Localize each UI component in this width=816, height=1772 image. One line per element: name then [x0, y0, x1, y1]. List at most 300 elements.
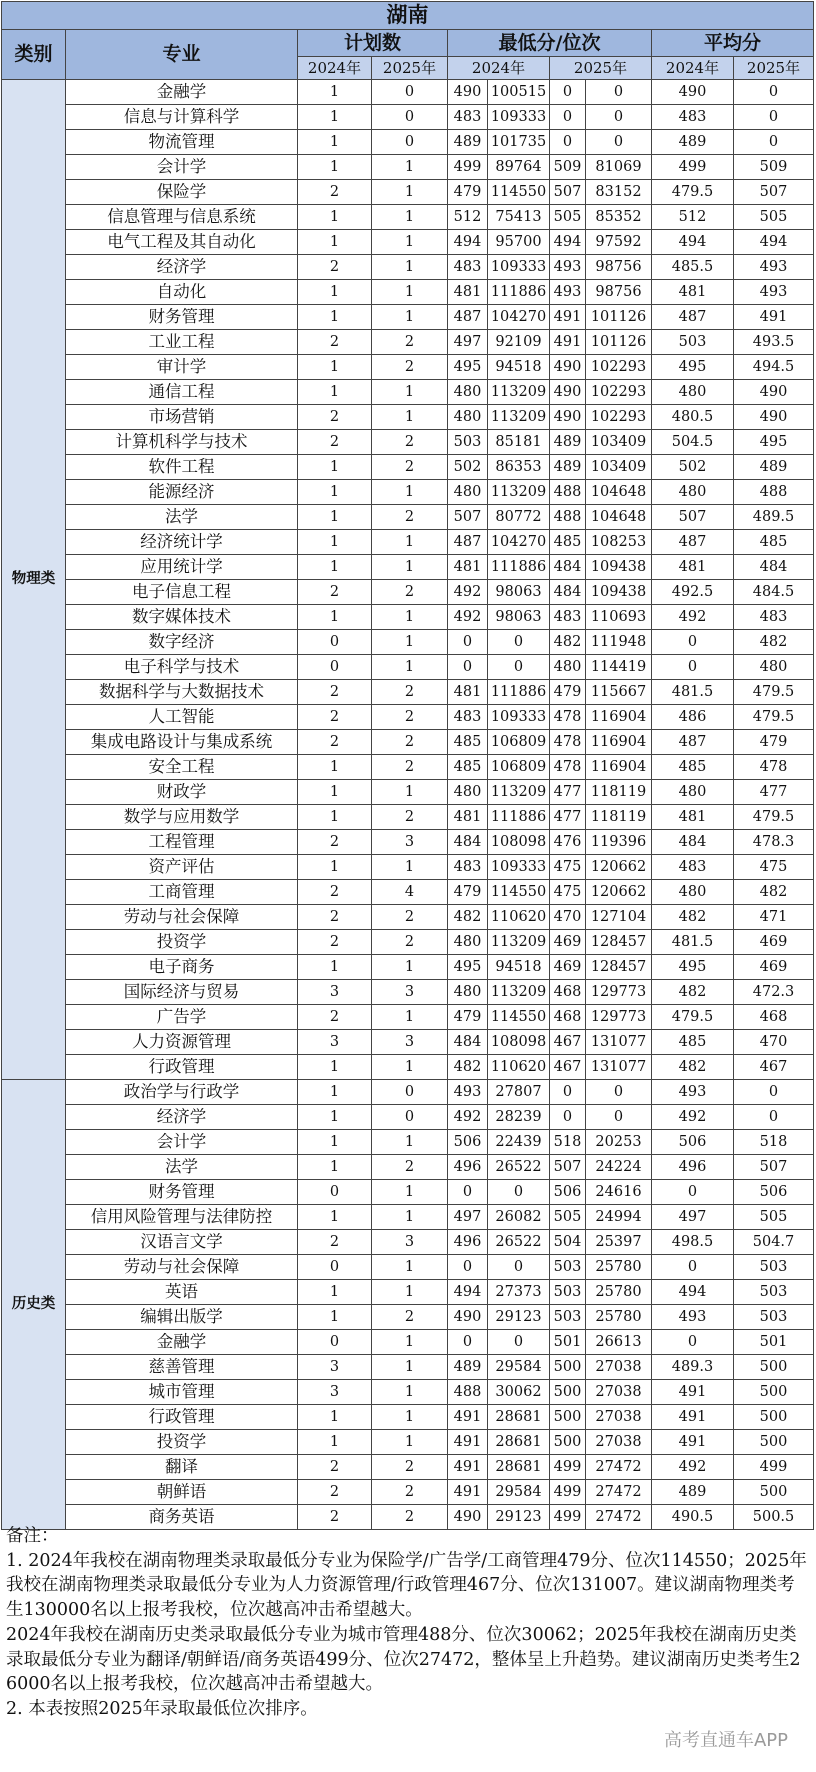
min-score-2025-cell: 484	[550, 580, 586, 605]
avg-2024-cell: 492.5	[652, 580, 734, 605]
avg-2024-cell: 485.5	[652, 255, 734, 280]
plan-2024-cell: 1	[298, 1155, 372, 1180]
plan-2024-cell: 3	[298, 1380, 372, 1405]
avg-2024-cell: 481.5	[652, 930, 734, 955]
min-rank-2025-cell: 104648	[586, 505, 652, 530]
min-score-2025-cell: 480	[550, 655, 586, 680]
plan-2025-cell: 2	[372, 755, 448, 780]
avg-2024-cell: 498.5	[652, 1230, 734, 1255]
min-score-2025-cell: 468	[550, 980, 586, 1005]
avg-2024-cell: 491	[652, 1380, 734, 1405]
plan-2025-cell: 1	[372, 305, 448, 330]
table-row	[2, 905, 814, 930]
min-rank-2025-cell: 119396	[586, 830, 652, 855]
avg-2025-cell: 472.3	[734, 980, 814, 1005]
table-row	[2, 1155, 814, 1180]
header-avg-2025: 2025年	[734, 57, 814, 80]
major-cell: 数字经济	[66, 630, 298, 655]
table-row	[2, 1280, 814, 1305]
table-row	[2, 1080, 814, 1105]
min-rank-2024-cell: 30062	[488, 1380, 550, 1405]
min-score-2025-cell: 505	[550, 1205, 586, 1230]
min-score-2024-cell: 496	[448, 1155, 488, 1180]
avg-2024-cell: 492	[652, 605, 734, 630]
table-row	[2, 330, 814, 355]
plan-2024-cell: 2	[298, 1480, 372, 1505]
major-cell: 英语	[66, 1280, 298, 1305]
major-cell: 财务管理	[66, 1180, 298, 1205]
min-rank-2024-cell: 26522	[488, 1155, 550, 1180]
note-sort-order: 2. 本表按照2025年录取最低位次排序。	[6, 1698, 318, 1719]
avg-2024-cell: 495	[652, 955, 734, 980]
min-score-2025-cell: 490	[550, 380, 586, 405]
min-rank-2025-cell: 0	[586, 1105, 652, 1130]
table-row	[2, 805, 814, 830]
min-rank-2025-cell: 128457	[586, 930, 652, 955]
min-score-2024-cell: 488	[448, 1380, 488, 1405]
min-score-2025-cell: 503	[550, 1280, 586, 1305]
plan-2025-cell: 1	[372, 405, 448, 430]
min-score-2024-cell: 480	[448, 780, 488, 805]
plan-2024-cell: 1	[298, 205, 372, 230]
min-rank-2024-cell: 110620	[488, 905, 550, 930]
table-row	[2, 1130, 814, 1155]
avg-2025-cell: 507	[734, 1155, 814, 1180]
min-score-2025-cell: 485	[550, 530, 586, 555]
plan-2025-cell: 2	[372, 680, 448, 705]
avg-2025-cell: 469	[734, 930, 814, 955]
min-rank-2025-cell: 25780	[586, 1255, 652, 1280]
plan-2024-cell: 1	[298, 480, 372, 505]
min-rank-2025-cell: 118119	[586, 805, 652, 830]
min-rank-2025-cell: 114419	[586, 655, 652, 680]
min-rank-2024-cell: 0	[488, 1180, 550, 1205]
major-cell: 应用统计学	[66, 555, 298, 580]
plan-2024-cell: 1	[298, 505, 372, 530]
avg-2024-cell: 506	[652, 1130, 734, 1155]
table-row	[2, 1430, 814, 1455]
table-row	[2, 955, 814, 980]
table-row	[2, 80, 814, 105]
plan-2024-cell: 1	[298, 155, 372, 180]
table-row	[2, 930, 814, 955]
avg-2024-cell: 503	[652, 330, 734, 355]
min-rank-2024-cell: 113209	[488, 405, 550, 430]
min-rank-2024-cell: 0	[488, 630, 550, 655]
min-score-2024-cell: 492	[448, 580, 488, 605]
min-rank-2024-cell: 113209	[488, 480, 550, 505]
min-score-2025-cell: 469	[550, 955, 586, 980]
plan-2024-cell: 1	[298, 530, 372, 555]
min-rank-2025-cell: 24616	[586, 1180, 652, 1205]
min-rank-2025-cell: 27472	[586, 1455, 652, 1480]
major-cell: 信息与计算科学	[66, 105, 298, 130]
min-rank-2024-cell: 29584	[488, 1355, 550, 1380]
avg-2024-cell: 487	[652, 530, 734, 555]
avg-2025-cell: 501	[734, 1330, 814, 1355]
table-row	[2, 230, 814, 255]
plan-2024-cell: 1	[298, 1405, 372, 1430]
min-rank-2025-cell: 0	[586, 130, 652, 155]
plan-2025-cell: 1	[372, 480, 448, 505]
min-score-2025-cell: 477	[550, 780, 586, 805]
plan-2025-cell: 1	[372, 780, 448, 805]
plan-2025-cell: 1	[372, 955, 448, 980]
avg-2024-cell: 482	[652, 980, 734, 1005]
avg-2025-cell: 484	[734, 555, 814, 580]
avg-2024-cell: 489.3	[652, 1355, 734, 1380]
plan-2025-cell: 2	[372, 805, 448, 830]
major-cell: 朝鲜语	[66, 1480, 298, 1505]
min-score-2024-cell: 503	[448, 430, 488, 455]
min-score-2024-cell: 491	[448, 1405, 488, 1430]
plan-2025-cell: 1	[372, 605, 448, 630]
min-rank-2025-cell: 131077	[586, 1030, 652, 1055]
plan-2024-cell: 1	[298, 555, 372, 580]
min-score-2024-cell: 512	[448, 205, 488, 230]
plan-2024-cell: 1	[298, 755, 372, 780]
avg-2024-cell: 494	[652, 1280, 734, 1305]
major-cell: 人力资源管理	[66, 1030, 298, 1055]
major-cell: 信息管理与信息系统	[66, 205, 298, 230]
min-rank-2024-cell: 95700	[488, 230, 550, 255]
avg-2025-cell: 505	[734, 1205, 814, 1230]
avg-2024-cell: 480.5	[652, 405, 734, 430]
plan-2024-cell: 2	[298, 680, 372, 705]
avg-2024-cell: 487	[652, 305, 734, 330]
min-rank-2024-cell: 28239	[488, 1105, 550, 1130]
major-cell: 政治学与行政学	[66, 1080, 298, 1105]
plan-2025-cell: 2	[372, 930, 448, 955]
min-score-2024-cell: 492	[448, 605, 488, 630]
header-avg-2024: 2024年	[652, 57, 734, 80]
min-rank-2024-cell: 114550	[488, 1005, 550, 1030]
table-row	[2, 830, 814, 855]
min-rank-2024-cell: 109333	[488, 105, 550, 130]
min-rank-2025-cell: 102293	[586, 380, 652, 405]
plan-2024-cell: 1	[298, 1105, 372, 1130]
avg-2024-cell: 489	[652, 1480, 734, 1505]
min-rank-2025-cell: 102293	[586, 405, 652, 430]
header-major: 专业	[66, 30, 298, 80]
avg-2024-cell: 491	[652, 1430, 734, 1455]
min-score-2025-cell: 468	[550, 1005, 586, 1030]
min-score-2024-cell: 494	[448, 1280, 488, 1305]
min-score-2025-cell: 483	[550, 605, 586, 630]
plan-2025-cell: 1	[372, 1180, 448, 1205]
avg-2024-cell: 481	[652, 805, 734, 830]
plan-2024-cell: 2	[298, 255, 372, 280]
plan-2025-cell: 1	[372, 655, 448, 680]
plan-2025-cell: 2	[372, 1155, 448, 1180]
table-row	[2, 1105, 814, 1130]
plan-2024-cell: 2	[298, 580, 372, 605]
plan-2025-cell: 1	[372, 205, 448, 230]
min-rank-2024-cell: 100515	[488, 80, 550, 105]
min-rank-2024-cell: 101735	[488, 130, 550, 155]
min-score-2025-cell: 0	[550, 80, 586, 105]
min-rank-2024-cell: 114550	[488, 880, 550, 905]
min-score-2025-cell: 501	[550, 1330, 586, 1355]
min-rank-2025-cell: 27472	[586, 1505, 652, 1530]
plan-2024-cell: 0	[298, 1330, 372, 1355]
min-rank-2024-cell: 106809	[488, 755, 550, 780]
min-score-2024-cell: 495	[448, 355, 488, 380]
plan-2024-cell: 2	[298, 1005, 372, 1030]
min-score-2024-cell: 480	[448, 380, 488, 405]
min-rank-2025-cell: 111948	[586, 630, 652, 655]
avg-2024-cell: 499	[652, 155, 734, 180]
min-rank-2025-cell: 116904	[586, 730, 652, 755]
avg-2025-cell: 469	[734, 955, 814, 980]
avg-2024-cell: 0	[652, 1180, 734, 1205]
min-rank-2024-cell: 28681	[488, 1405, 550, 1430]
min-score-2024-cell: 479	[448, 180, 488, 205]
plan-2025-cell: 1	[372, 855, 448, 880]
min-rank-2025-cell: 109438	[586, 580, 652, 605]
min-rank-2025-cell: 27038	[586, 1430, 652, 1455]
min-score-2024-cell: 491	[448, 1455, 488, 1480]
plan-2025-cell: 2	[372, 1455, 448, 1480]
avg-2025-cell: 479	[734, 730, 814, 755]
plan-2025-cell: 1	[372, 180, 448, 205]
major-cell: 工业工程	[66, 330, 298, 355]
major-cell: 电子信息工程	[66, 580, 298, 605]
plan-2025-cell: 2	[372, 455, 448, 480]
min-score-2025-cell: 490	[550, 355, 586, 380]
plan-2024-cell: 1	[298, 280, 372, 305]
avg-2025-cell: 494.5	[734, 355, 814, 380]
min-score-2025-cell: 500	[550, 1405, 586, 1430]
min-score-2025-cell: 503	[550, 1255, 586, 1280]
min-rank-2025-cell: 98756	[586, 255, 652, 280]
plan-2024-cell: 1	[298, 605, 372, 630]
plan-2024-cell: 1	[298, 805, 372, 830]
min-rank-2024-cell: 0	[488, 1255, 550, 1280]
plan-2024-cell: 1	[298, 855, 372, 880]
min-rank-2025-cell: 102293	[586, 355, 652, 380]
min-rank-2025-cell: 27038	[586, 1380, 652, 1405]
min-score-2025-cell: 504	[550, 1230, 586, 1255]
min-score-2025-cell: 500	[550, 1355, 586, 1380]
avg-2025-cell: 503	[734, 1280, 814, 1305]
plan-2024-cell: 2	[298, 430, 372, 455]
avg-2024-cell: 494	[652, 230, 734, 255]
min-score-2025-cell: 475	[550, 880, 586, 905]
min-score-2024-cell: 481	[448, 680, 488, 705]
min-score-2024-cell: 480	[448, 480, 488, 505]
min-score-2024-cell: 490	[448, 80, 488, 105]
min-score-2025-cell: 500	[550, 1380, 586, 1405]
min-rank-2024-cell: 27807	[488, 1080, 550, 1105]
min-score-2024-cell: 480	[448, 980, 488, 1005]
min-rank-2024-cell: 109333	[488, 855, 550, 880]
plan-2025-cell: 1	[372, 380, 448, 405]
avg-2024-cell: 481	[652, 555, 734, 580]
table-row	[2, 380, 814, 405]
min-score-2024-cell: 484	[448, 1030, 488, 1055]
min-rank-2025-cell: 97592	[586, 230, 652, 255]
avg-2024-cell: 507	[652, 505, 734, 530]
avg-2024-cell: 484	[652, 830, 734, 855]
table-row	[2, 1230, 814, 1255]
table-row	[2, 255, 814, 280]
plan-2025-cell: 1	[372, 1205, 448, 1230]
major-cell: 会计学	[66, 1130, 298, 1155]
min-rank-2024-cell: 28681	[488, 1430, 550, 1455]
plan-2024-cell: 2	[298, 705, 372, 730]
plan-2024-cell: 2	[298, 830, 372, 855]
min-score-2024-cell: 496	[448, 1230, 488, 1255]
min-score-2024-cell: 485	[448, 730, 488, 755]
avg-2025-cell: 471	[734, 905, 814, 930]
plan-2024-cell: 1	[298, 1430, 372, 1455]
min-rank-2024-cell: 113209	[488, 780, 550, 805]
plan-2025-cell: 1	[372, 530, 448, 555]
min-rank-2025-cell: 85352	[586, 205, 652, 230]
avg-2025-cell: 468	[734, 1005, 814, 1030]
avg-2024-cell: 504.5	[652, 430, 734, 455]
watermark: 高考直通车APP	[663, 1730, 788, 1751]
min-rank-2025-cell: 24994	[586, 1205, 652, 1230]
avg-2024-cell: 496	[652, 1155, 734, 1180]
avg-2024-cell: 480	[652, 880, 734, 905]
min-rank-2025-cell: 101126	[586, 330, 652, 355]
min-rank-2025-cell: 98756	[586, 280, 652, 305]
major-cell: 财政学	[66, 780, 298, 805]
min-score-2024-cell: 0	[448, 630, 488, 655]
min-rank-2024-cell: 28681	[488, 1455, 550, 1480]
min-score-2024-cell: 483	[448, 105, 488, 130]
min-score-2024-cell: 483	[448, 255, 488, 280]
min-rank-2024-cell: 111886	[488, 680, 550, 705]
avg-2025-cell: 483	[734, 605, 814, 630]
min-rank-2025-cell: 129773	[586, 980, 652, 1005]
min-rank-2025-cell: 131077	[586, 1055, 652, 1080]
min-rank-2025-cell: 118119	[586, 780, 652, 805]
plan-2025-cell: 2	[372, 580, 448, 605]
major-cell: 经济学	[66, 1105, 298, 1130]
major-cell: 工商管理	[66, 880, 298, 905]
min-score-2025-cell: 506	[550, 1180, 586, 1205]
min-score-2025-cell: 482	[550, 630, 586, 655]
plan-2025-cell: 1	[372, 155, 448, 180]
min-rank-2025-cell: 103409	[586, 430, 652, 455]
min-score-2025-cell: 507	[550, 1155, 586, 1180]
major-cell: 电气工程及其自动化	[66, 230, 298, 255]
min-score-2024-cell: 499	[448, 155, 488, 180]
avg-2025-cell: 479.5	[734, 680, 814, 705]
plan-2025-cell: 2	[372, 505, 448, 530]
min-rank-2025-cell: 103409	[586, 455, 652, 480]
major-cell: 行政管理	[66, 1405, 298, 1430]
major-cell: 经济学	[66, 255, 298, 280]
plan-2024-cell: 2	[298, 930, 372, 955]
min-rank-2024-cell: 111886	[488, 555, 550, 580]
avg-2024-cell: 0	[652, 655, 734, 680]
major-cell: 商务英语	[66, 1505, 298, 1530]
avg-2025-cell: 0	[734, 1080, 814, 1105]
plan-2025-cell: 2	[372, 705, 448, 730]
min-rank-2024-cell: 29123	[488, 1505, 550, 1530]
min-score-2024-cell: 0	[448, 655, 488, 680]
plan-2024-cell: 3	[298, 980, 372, 1005]
min-rank-2024-cell: 114550	[488, 180, 550, 205]
min-rank-2024-cell: 92109	[488, 330, 550, 355]
major-cell: 通信工程	[66, 380, 298, 405]
plan-2025-cell: 2	[372, 330, 448, 355]
min-rank-2024-cell: 85181	[488, 430, 550, 455]
avg-2024-cell: 485	[652, 755, 734, 780]
avg-2025-cell: 493.5	[734, 330, 814, 355]
min-score-2024-cell: 0	[448, 1330, 488, 1355]
min-score-2025-cell: 478	[550, 730, 586, 755]
plan-2025-cell: 1	[372, 1055, 448, 1080]
major-cell: 汉语言文学	[66, 1230, 298, 1255]
min-rank-2024-cell: 113209	[488, 930, 550, 955]
plan-2024-cell: 1	[298, 1055, 372, 1080]
plan-2024-cell: 1	[298, 780, 372, 805]
avg-2024-cell: 502	[652, 455, 734, 480]
avg-2025-cell: 479.5	[734, 805, 814, 830]
min-rank-2025-cell: 104648	[586, 480, 652, 505]
min-score-2024-cell: 481	[448, 805, 488, 830]
avg-2024-cell: 485	[652, 1030, 734, 1055]
min-score-2025-cell: 467	[550, 1030, 586, 1055]
min-score-2025-cell: 509	[550, 155, 586, 180]
min-rank-2024-cell: 108098	[488, 830, 550, 855]
min-score-2024-cell: 483	[448, 705, 488, 730]
min-rank-2024-cell: 94518	[488, 955, 550, 980]
admission-table	[1, 1, 814, 1530]
plan-2024-cell: 2	[298, 180, 372, 205]
min-score-2025-cell: 470	[550, 905, 586, 930]
min-rank-2025-cell: 25780	[586, 1280, 652, 1305]
table-row	[2, 105, 814, 130]
major-cell: 物流管理	[66, 130, 298, 155]
min-rank-2024-cell: 75413	[488, 205, 550, 230]
table-row	[2, 205, 814, 230]
min-score-2024-cell: 507	[448, 505, 488, 530]
plan-2024-cell: 1	[298, 1205, 372, 1230]
table-row	[2, 1355, 814, 1380]
min-rank-2025-cell: 129773	[586, 1005, 652, 1030]
avg-2024-cell: 0	[652, 1255, 734, 1280]
min-score-2024-cell: 487	[448, 305, 488, 330]
major-cell: 法学	[66, 1155, 298, 1180]
avg-2025-cell: 490	[734, 405, 814, 430]
plan-2024-cell: 3	[298, 1030, 372, 1055]
min-rank-2024-cell: 113209	[488, 380, 550, 405]
min-score-2024-cell: 490	[448, 1505, 488, 1530]
avg-2024-cell: 483	[652, 855, 734, 880]
major-cell: 审计学	[66, 355, 298, 380]
major-cell: 劳动与社会保障	[66, 905, 298, 930]
table-row	[2, 855, 814, 880]
plan-2025-cell: 1	[372, 1255, 448, 1280]
avg-2025-cell: 478	[734, 755, 814, 780]
min-rank-2024-cell: 27373	[488, 1280, 550, 1305]
plan-2025-cell: 1	[372, 230, 448, 255]
min-score-2025-cell: 491	[550, 330, 586, 355]
min-score-2025-cell: 489	[550, 430, 586, 455]
category-cell: 物理类	[2, 80, 66, 1080]
plan-2025-cell: 2	[372, 1305, 448, 1330]
plan-2024-cell: 3	[298, 1355, 372, 1380]
table-row	[2, 605, 814, 630]
plan-2024-cell: 2	[298, 730, 372, 755]
avg-2025-cell: 479.5	[734, 705, 814, 730]
